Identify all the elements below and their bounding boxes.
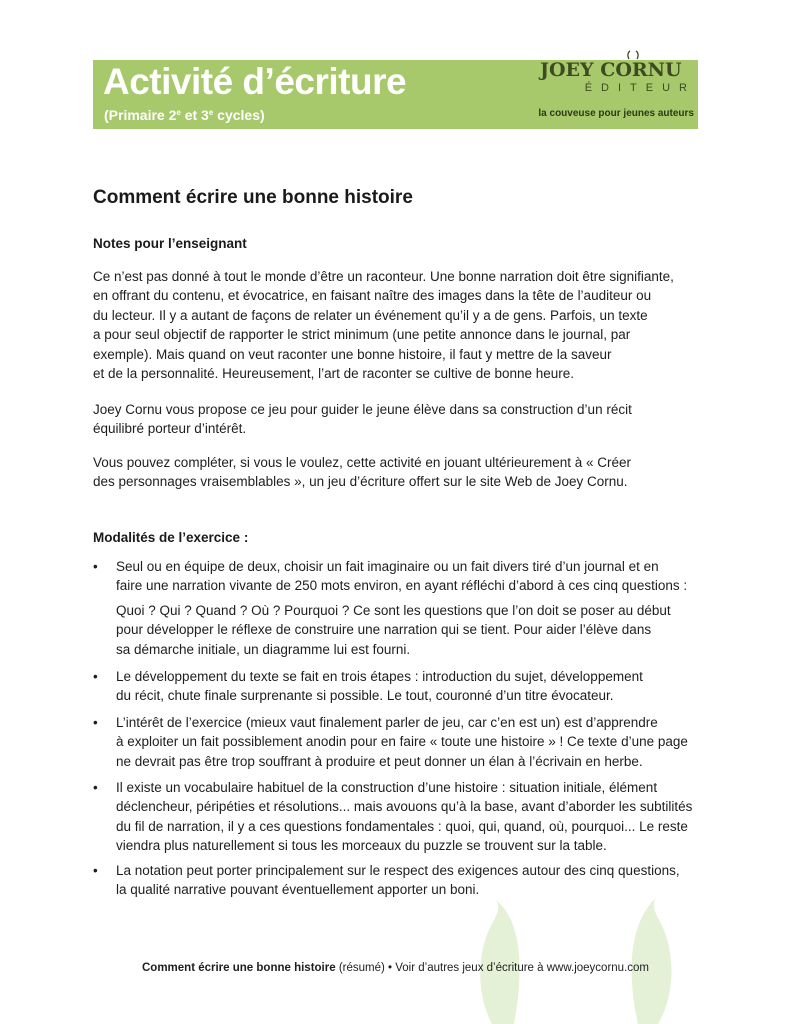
text-line: Le développement du texte se fait en trois étapes : introduction du sujet, développement: [116, 669, 643, 684]
publisher-tagline: la couveuse pour jeunes auteurs: [538, 108, 694, 119]
document-subtitle: (Primaire 2e et 3e cycles): [104, 107, 265, 123]
text-line: équilibré porteur d’intérêt.: [93, 421, 247, 437]
footer-title: Comment écrire une bonne histoire: [142, 962, 336, 974]
bullet-marker: •: [93, 715, 98, 730]
page-footer: [0, 962, 791, 974]
list-item: [116, 778, 706, 856]
page-title: Comment écrire une bonne histoire: [93, 187, 413, 208]
text-line: Seul ou en équipe de deux, choisir un fait imaginaire ou un fait divers tiré d’un journal et en: [116, 559, 659, 574]
text-line: Joey Cornu vous propose ce jeu pour guider le jeune élève dans sa construction d’un récit: [93, 402, 632, 417]
text-line: la qualité narrative pouvant éventuellement apporter un boni.: [116, 882, 480, 898]
text-line: pour développer le réflexe de construire une narration qui se tient. Pour aider l’élève dans: [116, 622, 652, 638]
list-item: [116, 667, 706, 706]
publisher-logo: [538, 50, 698, 98]
bullet-marker: •: [93, 669, 98, 684]
text-line: Il existe un vocabulaire habituel de la construction d’une histoire : situation initiale, élément: [116, 780, 658, 795]
list-item-subparagraph: [116, 601, 706, 659]
text-line: du lecteur. Il y a autant de façons de relater un événement qu’il y a de gens. Parfois, un texte: [93, 307, 648, 323]
horns-watermark-icon: [470, 898, 680, 1024]
notes-heading: Notes pour l’enseignant: [93, 236, 247, 251]
text-line: ne devrait pas être trop souffrant à produire et peut donner un élan à l’écrivain en herbe.: [116, 753, 643, 769]
bullet-marker: •: [93, 863, 98, 878]
text-line: faire une narration vivante de 250 mots environ, en ayant réfléchi d’abord à ces cinq questions :: [116, 578, 688, 594]
bullet-marker: •: [93, 559, 98, 574]
list-item: [116, 861, 706, 900]
modalites-heading: Modalités de l’exercice :: [93, 530, 249, 545]
text-line: du récit, chute finale surprenante si possible. Le tout, couronné d’un titre évocateur.: [116, 688, 614, 704]
text-line: La notation peut porter principalement sur le respect des exigences autour des cinq questions,: [116, 863, 680, 878]
text-line: Ce n’est pas donné à tout le monde d’être un raconteur. Une bonne narration doit être signifiante,: [93, 269, 674, 284]
text-line: du fil de narration, il y a ces questions fondamentales : quoi, qui, quand, où, pourquoi... Le reste: [116, 818, 688, 834]
notes-paragraph-2: [93, 400, 693, 439]
document-title: Activité d’écriture: [103, 61, 407, 102]
list-item: [116, 713, 706, 771]
text-line: a pour seul objectif de rapporter le strict minimum (une petite annonce dans le journal, par: [93, 327, 631, 343]
notes-paragraph-1: [93, 267, 693, 383]
text-line: viendra plus naturellement si tous les morceaux du puzzle se trouvent sur la table.: [116, 838, 607, 854]
bullet-marker: •: [93, 780, 98, 795]
text-line: déclencheur, péripéties et résolutions... mais avouons qu’à la base, avant d’aborder les subtilités: [116, 799, 693, 815]
text-line: exemple). Mais quand on veut raconter une bonne histoire, il faut y mettre de la saveur: [93, 346, 612, 362]
text-line: à exploiter un fait possiblement anodin pour en faire « toute une histoire » ! Ce texte d’une page: [116, 734, 688, 750]
notes-paragraph-3: [93, 453, 693, 492]
text-line: et de la personnalité. Heureusement, l’art de raconter se cultive de bonne heure.: [93, 366, 575, 382]
text-line: L’intérêt de l’exercice (mieux vaut finalement parler de jeu, car c’en est un) est d’apprendre: [116, 715, 658, 730]
footer-text: (résumé) • Voir d’autres jeux d’écriture à www.joeycornu.com: [335, 962, 649, 974]
logo-subtitle: ÉDITEUR: [584, 82, 696, 94]
logo-name: JOEY CORNU: [540, 59, 682, 81]
list-item: [116, 557, 706, 596]
text-line: sa démarche initiale, un diagramme lui est fourni.: [116, 641, 411, 657]
text-line: des personnages vraisemblables », un jeu d’écriture offert sur le site Web de Joey Cornu.: [93, 474, 628, 490]
text-line: en offrant du contenu, et évocatrice, en faisant naître des images dans la tête de l’auditeur ou: [93, 288, 652, 304]
text-line: Vous pouvez compléter, si vous le voulez, cette activité en jouant ultérieurement à « Créer: [93, 455, 632, 470]
text-line: Quoi ? Qui ? Quand ? Où ? Pourquoi ? Ce sont les questions que l’on doit se poser au début: [116, 603, 671, 618]
